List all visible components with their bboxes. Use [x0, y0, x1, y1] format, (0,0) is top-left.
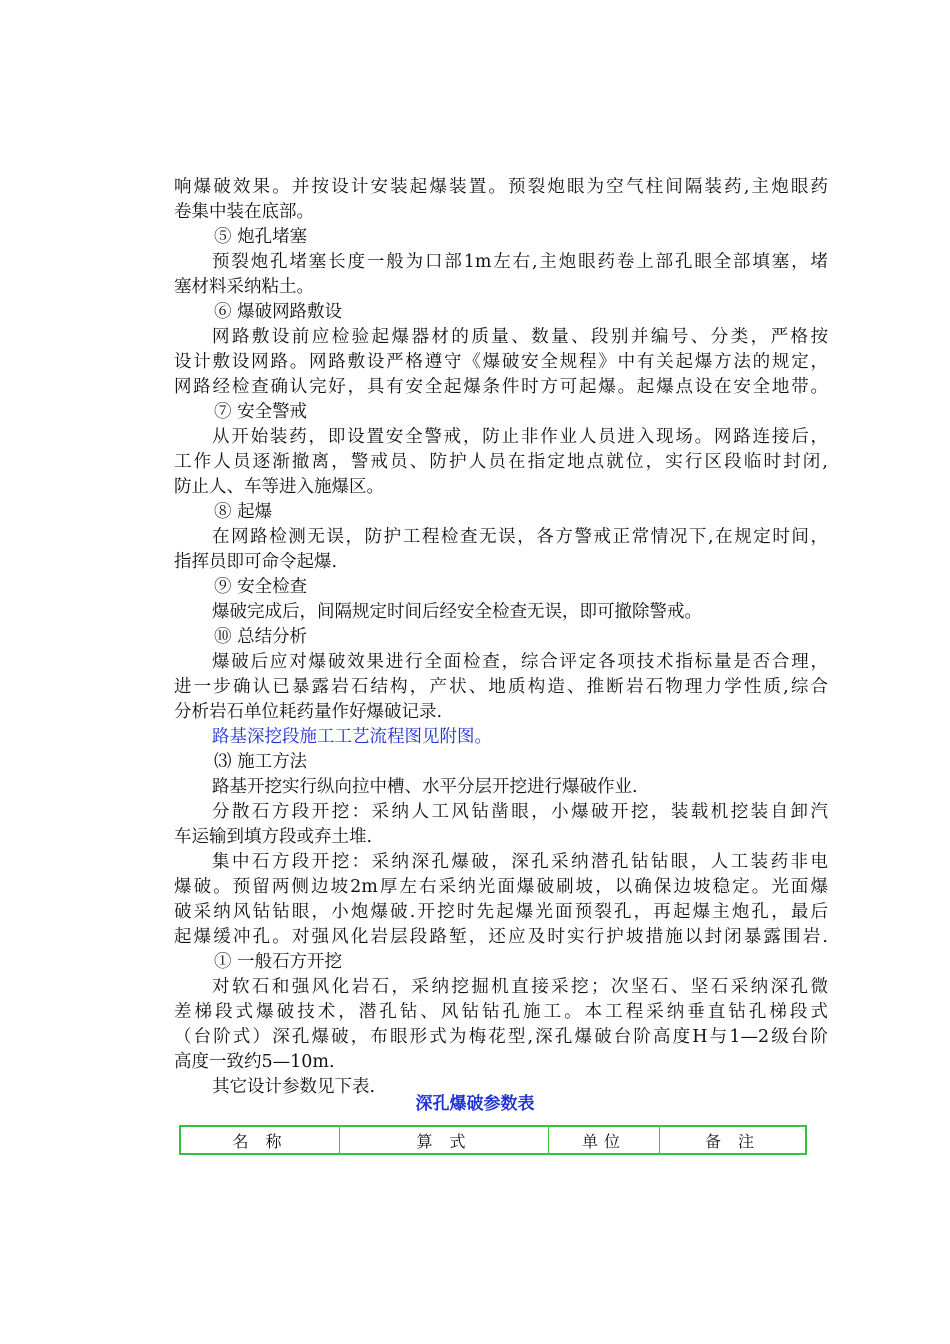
paragraph-line: 高度一致约5—10m.: [174, 1052, 335, 1072]
section-heading: ⑨ 安全检查: [214, 577, 308, 597]
section-heading: ⑦ 安全警戒: [214, 402, 308, 422]
figure-reference: 路基深挖段施工工艺流程图见附图。: [212, 727, 492, 747]
section-heading: ⑩ 总结分析: [214, 627, 308, 647]
paragraph-line: 差梯段式爆破技术，潜孔钻、风钻钻孔施工。本工程采纳垂直钻孔梯段式: [174, 1002, 828, 1022]
paragraph-line: 分析岩石单位耗药量作好爆破记录.: [174, 702, 443, 722]
paragraph-line: 从开始装药，即设置安全警戒，防止非作业人员进入现场。网路连接后，: [212, 427, 828, 447]
table-title: 深孔爆破参数表: [415, 1094, 535, 1114]
section-heading: ⑧ 起爆: [214, 502, 273, 522]
section-heading: ⑤ 炮孔堵塞: [214, 227, 308, 247]
paragraph-line: 其它设计参数见下表.: [212, 1077, 376, 1097]
section-heading: ① 一般石方开挖: [214, 952, 343, 972]
paragraph-line: 路基开挖实行纵向拉中槽、水平分层开挖进行爆破作业.: [212, 777, 638, 797]
section-heading: ⑶ 施工方法: [214, 752, 308, 772]
section-heading: ⑥ 爆破网路敷设: [214, 302, 343, 322]
paragraph-line: 设计敷设网路。网路敷设严格遵守《爆破安全规程》中有关起爆方法的规定，: [174, 352, 828, 372]
header-unit: 单位: [549, 1126, 660, 1154]
paragraph-line: 在网路检测无误，防护工程检查无误，各方警戒正常情况下,在规定时间，: [212, 527, 828, 547]
paragraph-line: 爆破完成后，间隔规定时间后经安全检查无误，即可撤除警戒。: [212, 602, 702, 622]
header-name: 名 称: [180, 1126, 340, 1154]
paragraph-line: 集中石方段开挖：采纳深孔爆破，深孔采纳潜孔钻钻眼，人工装药非电: [212, 852, 828, 872]
paragraph-line: 分散石方段开挖：采纳人工风钻凿眼，小爆破开挖，装载机挖装自卸汽: [212, 802, 828, 822]
paragraph-line: 塞材料采纳粘土。: [174, 277, 314, 297]
paragraph-line: 指挥员即可命令起爆.: [174, 552, 338, 572]
paragraph-line: 起爆缓冲孔。对强风化岩层段路堑，还应及时实行护坡措施以封闭暴露围岩.: [174, 927, 828, 947]
paragraph-line: （台阶式）深孔爆破，布眼形式为梅花型,深孔爆破台阶高度H与1—2级台阶: [174, 1027, 828, 1047]
paragraph-line: 响爆破效果。并按设计安装起爆装置。预裂炮眼为空气柱间隔装药,主炮眼药: [174, 177, 828, 197]
header-formula: 算 式: [340, 1126, 549, 1154]
paragraph-line: 破采纳风钻钻眼，小炮爆破.开挖时先起爆光面预裂孔，再起爆主炮孔，最后: [174, 902, 828, 922]
paragraph-line: 对软石和强风化岩石，采纳挖掘机直接采挖；次坚石、坚石采纳深孔微: [212, 977, 828, 997]
table-header-row: [180, 1126, 806, 1154]
paragraph-line: 网路敷设前应检验起爆器材的质量、数量、段别并编号、分类，严格按: [212, 327, 828, 347]
paragraph-line: 工作人员逐渐撤离，警戒员、防护人员在指定地点就位，实行区段临时封闭,: [174, 452, 828, 472]
paragraph-line: 预裂炮孔堵塞长度一般为口部1m左右,主炮眼药卷上部孔眼全部填塞，堵: [212, 252, 828, 272]
header-remark: 备 注: [660, 1126, 807, 1154]
paragraph-line: 卷集中装在底部。: [174, 202, 314, 222]
parameter-table: [179, 1125, 807, 1155]
paragraph-line: 爆破后应对爆破效果进行全面检查，综合评定各项技术指标量是否合理，: [212, 652, 828, 672]
paragraph-line: 爆破。预留两侧边坡2m厚左右采纳光面爆破刷坡，以确保边坡稳定。光面爆: [174, 877, 828, 897]
paragraph-line: 车运输到填方段或弃土堆.: [174, 827, 373, 847]
paragraph-line: 防止人、车等进入施爆区。: [174, 477, 384, 497]
paragraph-line: 网路经检查确认完好，具有安全起爆条件时方可起爆。起爆点设在安全地带。: [174, 377, 828, 397]
paragraph-line: 进一步确认已暴露岩石结构，产状、地质构造、推断岩石物理力学性质,综合: [174, 677, 828, 697]
